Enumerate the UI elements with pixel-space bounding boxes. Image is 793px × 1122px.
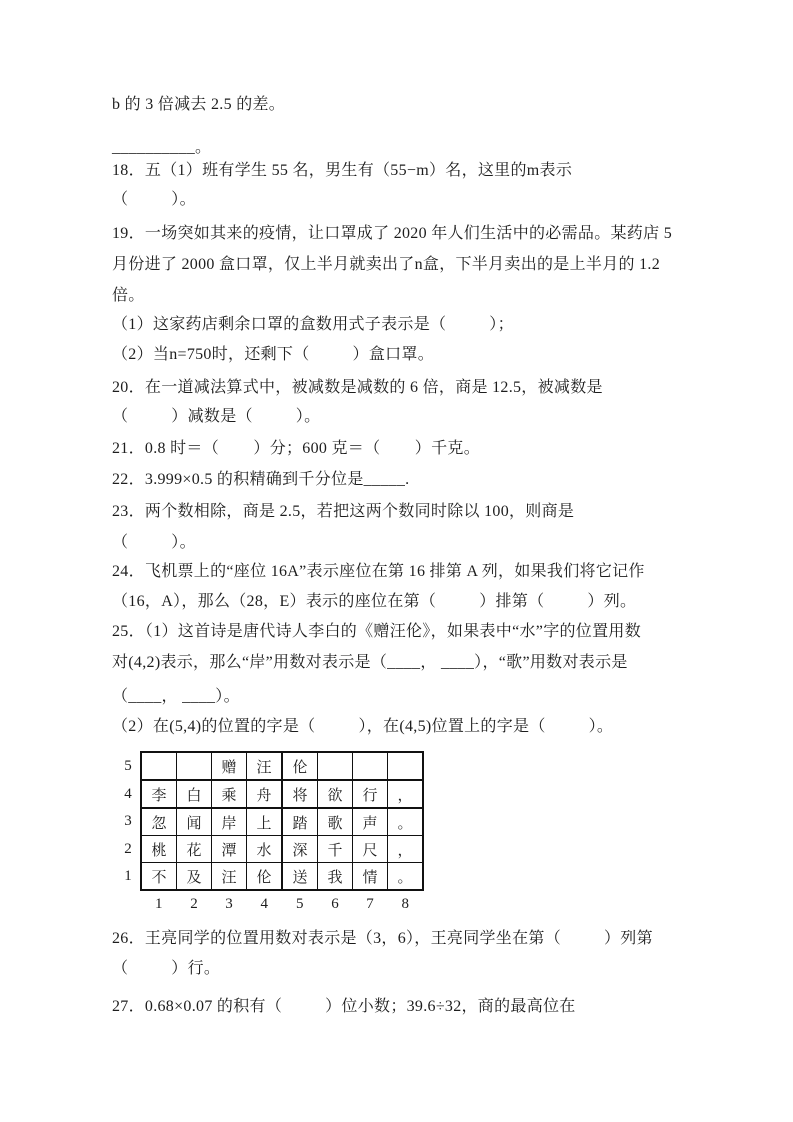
poem-cell: 不 [141,863,177,891]
poem-cell [318,752,353,780]
poem-corner [116,890,141,913]
q19-line-1: 19．一场突如其来的疫情，让口罩成了 2020 年人们生活中的必需品。某药店 5 [112,225,673,242]
q18-answer-line: （ ）。 [112,191,196,208]
q27-line: 27．0.68×0.07 的积有（ ）位小数；39.6÷32，商的最高位在 [112,998,576,1015]
poem-col-label: 7 [366,896,374,912]
poem-cell: 汪 [247,752,283,780]
poem-cell: 歌 [318,808,353,836]
poem-cell: 赠 [212,752,247,780]
q25-line-1: 25．（1）这首诗是唐代诗人李白的《赠汪伦》，如果表中“水”字的位置用数 [112,623,642,640]
poem-cell: 伦 [282,752,318,780]
poem-cell: 将 [282,780,318,808]
poem-cell: 情 [353,863,388,891]
poem-cell: 送 [282,863,318,891]
poem-cell: 及 [177,863,212,891]
poem-cell: ， [388,836,424,863]
poem-cell: 。 [388,808,424,836]
q22-line: 22．3.999×0.5 的积精确到千分位是_____. [112,471,410,488]
poem-cell: 舟 [247,780,283,808]
poem-cell: 李 [141,780,177,808]
q24-line-2: （16，A），那么（28，E）表示的座位在第（ ）排第（ ）列。 [112,593,637,610]
q23-answer-line: （ ）。 [112,534,196,551]
poem-cell: 潭 [212,836,247,863]
poem-col-label: 8 [401,896,409,912]
poem-cell: 。 [388,863,424,891]
q19-line-2: 月份进了 2000 盒口罩，仅上半月就卖出了n盒，下半月卖出的是上半月的 1.2 [112,256,661,273]
q26-line-1: 26．王亮同学的位置用数对表示是（3，6），王亮同学坐在第（ ）列第 [112,930,653,947]
poem-cell: ， [388,780,424,808]
q19-sub2-line: （2）当n=750时，还剩下（ ）盒口罩。 [112,346,435,363]
q20-line-2: （ ）减数是（ ）。 [112,408,321,425]
poem-cell: 花 [177,836,212,863]
poem-cell: 欲 [318,780,353,808]
poem-row-label: 4 [124,785,132,802]
poem-cell: 岸 [212,808,247,836]
q18-line-1: 18．五（1）班有学生 55 名，男生有（55−m）名，这里的m表示 [112,162,573,179]
poem-col-label: 3 [225,896,233,912]
q19-sub1-line: （1）这家药店剩余口罩的盒数用式子表示是（ ）； [112,316,514,333]
q26-line-2: （ ）行。 [112,960,221,977]
poem-cell: 白 [177,780,212,808]
poem-cell: 桃 [141,836,177,863]
poem-cell [141,752,177,780]
poem-grid [116,751,424,913]
poem-col-label: 1 [155,896,163,912]
poem-row-label: 3 [124,813,132,830]
q25-sub2-line: （2）在(5,4)的位置的字是（ ），在(4,5)位置上的字是（ ）。 [112,718,614,735]
q17-text-line: b 的 3 倍减去 2.5 的差。 [112,96,286,113]
q23-line-1: 23．两个数相除，商是 2.5，若把这两个数同时除以 100，则商是 [112,503,575,520]
poem-row-label: 1 [124,867,132,884]
poem-cell [353,752,388,780]
poem-cell: 伦 [247,863,283,891]
poem-cell: 乘 [212,780,247,808]
poem-col-label: 2 [190,896,198,912]
poem-cell: 我 [318,863,353,891]
q25-line-3: （____， ____）。 [112,688,240,705]
q25-line-2: 对(4,2)表示，那么“岸”用数对表示是（____， ____），“歌”用数对表示是 [112,654,628,671]
poem-cell: 上 [247,808,283,836]
q17-answer-blank: __________。 [112,139,212,156]
poem-cell: 声 [353,808,388,836]
poem-cell: 踏 [282,808,318,836]
poem-cell: 千 [318,836,353,863]
poem-cell: 尺 [353,836,388,863]
poem-cell [388,752,424,780]
poem-cell: 汪 [212,863,247,891]
poem-cell: 行 [353,780,388,808]
poem-col-label: 5 [296,896,304,912]
poem-cell: 深 [282,836,318,863]
poem-cell: 忽 [141,808,177,836]
q20-line-1: 20．在一道减法算式中，被减数是减数的 6 倍，商是 12.5，被减数是 [112,379,603,396]
poem-cell: 闻 [177,808,212,836]
poem-col-label: 6 [331,896,339,912]
q24-line-1: 24．飞机票上的“座位 16A”表示座位在第 16 排第 A 列，如果我们将它记作 [112,563,645,580]
poem-cell: 水 [247,836,283,863]
poem-row-label: 5 [124,757,132,774]
poem-row-label: 2 [124,840,132,857]
poem-cell [177,752,212,780]
poem-col-label: 4 [260,896,268,912]
q21-line: 21．0.8 时＝（ ）分；600 克＝（ ）千克。 [112,440,480,457]
q19-line-3: 倍。 [112,287,145,304]
